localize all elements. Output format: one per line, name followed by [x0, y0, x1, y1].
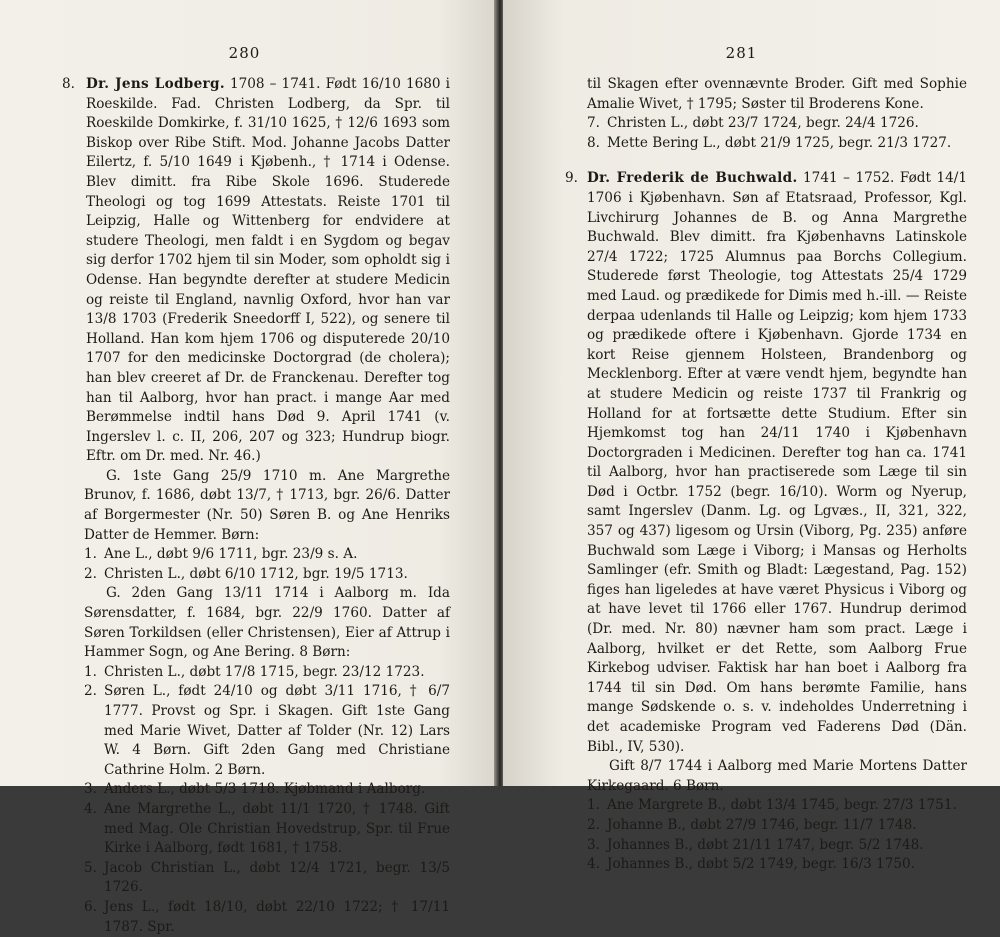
item-text: Christen L., døbt 23/7 1724, begr. 24/4 1726.: [607, 115, 919, 132]
right-page: [503, 0, 1000, 873]
page-number-right: 281: [725, 44, 758, 62]
list-item: [587, 855, 967, 875]
item-number: 7.: [587, 115, 600, 132]
item-text: Anders L., døbt 5/3 1718. Kjøbmand i Aalborg.: [104, 781, 426, 798]
entry-9: [565, 169, 967, 757]
marriage: Gift 8/7 1744 i Aalborg med Marie Mortens Datter Kirkegaard. 6 Børn.: [587, 758, 967, 794]
item-text: Christen L., døbt 6/10 1712, bgr. 19/5 1713.: [104, 565, 408, 582]
item-number: 1.: [84, 546, 97, 563]
item-number: 2.: [587, 816, 600, 833]
list-item: [587, 836, 967, 856]
item-number: 3.: [587, 836, 600, 853]
item-text: Jens L., født 18/10, døbt 22/10 1722; † 17/11 1787. Spr.: [104, 898, 450, 935]
item-number: 6.: [84, 898, 97, 915]
children-list-2: [62, 663, 450, 937]
item-number: 1.: [587, 797, 600, 814]
item-text: Jacob Christian L., døbt 12/4 1721, begr. 13/5 1726.: [104, 859, 450, 896]
entry-heading: Dr. Frederik de Buchwald.: [587, 170, 798, 187]
item-number: 2.: [84, 565, 97, 582]
entry-number: 9.: [565, 170, 578, 187]
item-text: Johannes B., døbt 21/11 1747, begr. 5/2 1748.: [607, 836, 924, 853]
item-number: 5.: [84, 859, 97, 876]
item-number: 1.: [84, 663, 97, 680]
right-text-column: [565, 75, 967, 875]
list-item: [587, 796, 967, 816]
item-number: 8.: [587, 134, 600, 151]
list-item: [84, 565, 450, 585]
entry-8: [62, 75, 450, 467]
children-list: [565, 796, 967, 874]
list-item: [84, 780, 450, 800]
item-text: Johanne B., døbt 27/9 1746, begr. 11/7 1748.: [607, 816, 917, 833]
item-number: 4.: [587, 856, 600, 873]
item-text: Christen L., døbt 17/8 1715, begr. 23/12 1723.: [104, 663, 425, 680]
list-item: [84, 663, 450, 683]
entry-paragraph: [86, 75, 450, 467]
item-text: Ane Margrethe L., døbt 11/1 1720, † 1748. Gift med Mag. Ole Christian Hovedstrup, Spr. til Frue Kirke i Aalborg, født 1681, † 1758.: [104, 800, 450, 857]
list-item: [84, 859, 450, 898]
left-text-column: [62, 75, 450, 937]
item-number: 4.: [84, 800, 97, 817]
list-item: [84, 898, 450, 937]
children-list-1: [62, 545, 450, 584]
item-number: 3.: [84, 781, 97, 798]
marriage-2: G. 2den Gang 13/11 1714 i Aalborg m. Ida Sørensdatter, f. 1684, bgr. 22/9 1760. Datter af Søren Torkildsen (eller Christensen), Eier af Attrup i Hammer Sogn, og Ane Bering. 8 Børn:: [84, 585, 450, 661]
list-item: [84, 800, 450, 859]
list-item: [587, 134, 967, 154]
item-text: Ane Margrete B., døbt 13/4 1745, begr. 27/3 1751.: [607, 797, 957, 814]
page-number-left: 280: [228, 44, 261, 62]
list-item: [587, 114, 967, 134]
entry-paragraph: [587, 169, 967, 757]
entry-body: 1741 – 1752. Født 14/1 1706 i Kjøbenhavn. Søn af Etatsraad, Professor, Kgl. Livchirurg Johannes de B. og Anna Margrethe Buchwald. Blev dimitt. fra Kjøbenhavns Latinskole 27/4 1722; 1725 Alumnus paa Borchs Collegium. Studerede først Theologie, tog Attestats 25/4 1729 med Laud. og prædikede for Dimis med h.-ill. — Reiste derpaa udenlands til Halle og Leipzig; kom hjem 1733 og prædikede oftere i Kjøbenhavn. Gjorde 1734 en kort Reise gjennem Holsteen, Brandenborg og Mecklenborg. Efter at være vendt hjem, begyndte han at studere Medicin og reiste 1737 til Frankrig og Holland for at fortsætte dette Studium. Efter sin Hjemkomst tog han 24/11 1740 i Kjøbenhavn Doctorgraden i Medicinen. Derefter tog han ca. 1741 til Aalborg, hvor han practiserede som Læge til sin Død i Octbr. 1752 (begr. 16/10). Worm og Nyerup, samt Ingerslev (Danm. Lg. og Lgvæs., II, 321, 322, 357 og 437) ligesom og Ursin (Viborg, Pg. 235) anføre Buchwald som Læge i Viborg; i Mansas og Herholts Samlinger (efr. Smith og Bladt: Lægestand, Pag. 152) figes han ligeledes at have været Physicus i Viborg og at have levet til 1766 eller 1767. Hundrup derimod (Dr. med. Nr. 80) nævner ham som pract. Læge i Aalborg, hvilket er det Rette, som Aalborg Frue Kirkebog udviser. Faktisk har han boet i Aalborg fra 1744 til sin Død. Om hans berømte Familie, hans mange Sødskende o. s. v. indeholdes Underretning i det academiske Program ved Faderens Død (Dän. Bibl., IV, 530).: [587, 170, 967, 755]
item-text: Johannes B., døbt 5/2 1749, begr. 16/3 1750.: [607, 856, 915, 873]
section-gap: [565, 153, 967, 169]
list-item: [587, 816, 967, 836]
item-text: Ane L., døbt 9/6 1711, bgr. 23/9 s. A.: [104, 546, 358, 563]
entry-number: 8.: [62, 76, 75, 92]
continuation-text: til Skagen efter ovennævnte Broder. Gift med Sophie Amalie Wivet, † 1795; Søster til Broderens Kone.: [587, 76, 967, 112]
list-item: [84, 545, 450, 565]
left-page: [0, 0, 497, 935]
item-text: Mette Bering L., døbt 21/9 1725, begr. 21/3 1727.: [607, 134, 952, 151]
item-number: 2.: [84, 683, 97, 700]
entry-heading: Dr. Jens Lodberg.: [86, 76, 225, 92]
children-list-continued: [565, 114, 967, 153]
list-item: [84, 682, 450, 780]
entry-body: 1708 – 1741. Født 16/10 1680 i Roeskilde. Fad. Christen Lodberg, da Spr. til Roeskilde Domkirke, f. 31/10 1625, † 12/6 1693 som Biskop over Ribe Stift. Mod. Johanne Jacobs Datter Eilertz, f. 5/10 1649 i Kjøbenh., † 1714 i Odense. Blev dimitt. fra Ribe Skole 1696. Studerede Theologi og tog 1699 Attestats. Reiste 1701 til Leipzig, Halle og Wittenberg for endvidere at studere Theologi, men faldt i en Sygdom og begav sig derfor 1702 hjem til sin Moder, som opholdt sig i Odense. Han begyndte derefter at studere Medicin og reiste til England, navnlig Oxford, hvor han var 13/8 1703 (Frederik Sneedorff I, 522), og senere til Holland. Han kom hjem 1706 og disputerede 20/10 1707 for den medicinske Doctorgrad (de cholera); han blev creeret af Dr. de Franckenau. Derefter tog han til Aalborg, hvor han pract. i mange Aar med Berømmelse indtil hans Død 9. April 1741 (v. Ingerslev l. c. II, 206, 207 og 323; Hundrup biogr. Eftr. om Dr. med. Nr. 46.): [86, 76, 451, 465]
marriage-1: G. 1ste Gang 25/9 1710 m. Ane Margrethe Brunov, f. 1686, døbt 13/7, † 1713, bgr. 26/6. Datter af Borgermester (Nr. 50) Søren B. og Ane Henriks Datter de Hemmer. Børn:: [84, 467, 450, 543]
item-text: Søren L., født 24/10 og døbt 3/11 1716, † 6/7 1777. Provst og Spr. i Skagen. Gift 1ste Gang med Marie Wivet, Datter af Tolder (Nr. 12) Lars W. 4 Børn. Gift 2den Gang med Christiane Cathrine Holm. 2 Børn.: [104, 683, 450, 778]
